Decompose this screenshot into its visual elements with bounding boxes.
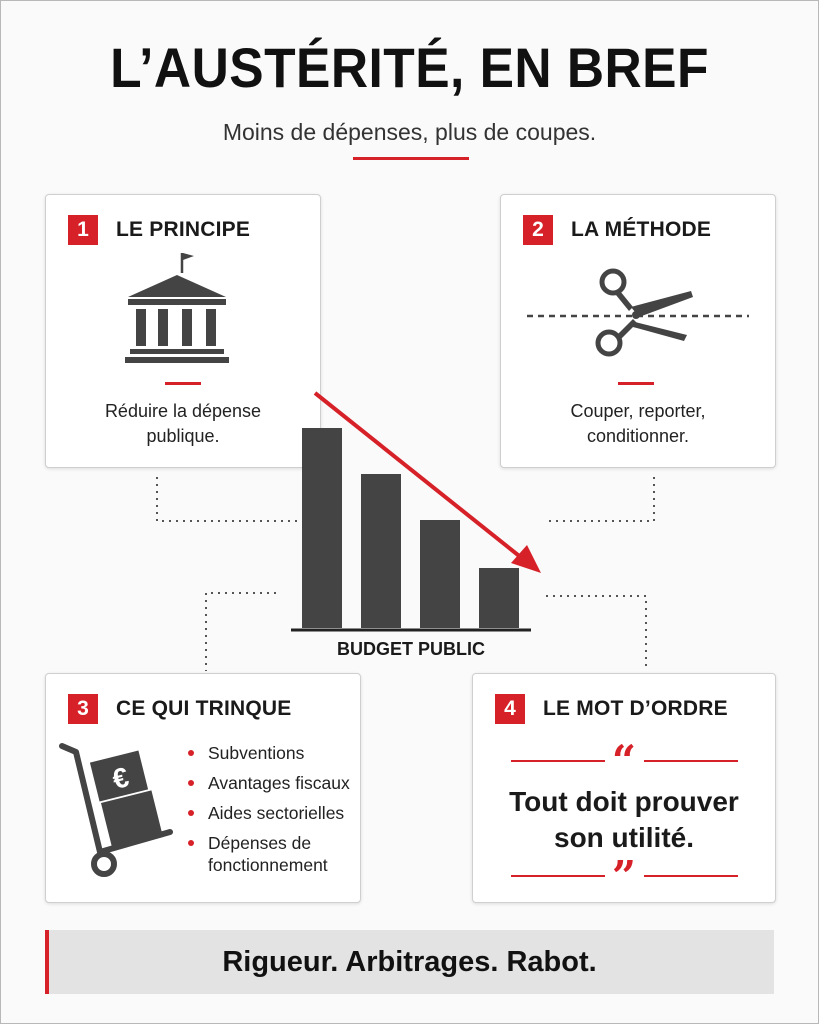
footer-slogan: Rigueur. Arbitrages. Rabot.	[222, 946, 597, 978]
card-affected	[45, 673, 361, 903]
chart-bar-2	[361, 474, 401, 628]
card-affected-header	[68, 694, 291, 724]
card-motto-header	[495, 694, 728, 724]
chart-x-label: BUDGET PUBLIC	[337, 639, 485, 659]
card-method-text-line1: Couper, reporter,	[570, 401, 706, 421]
quote-divider-top-right	[644, 760, 738, 762]
close-quote-icon: ”	[611, 852, 637, 901]
card-method-text-line2: conditionner.	[586, 426, 690, 446]
affected-items-list	[186, 742, 350, 876]
card-principle-text-line1: Réduire la dépense	[104, 401, 262, 421]
list-item: Aides sectorielles	[186, 802, 350, 824]
open-quote-icon: “	[611, 736, 637, 785]
list-item-line1: Dépenses de	[208, 833, 312, 853]
card-affected-title: CE QUI TRINQUE	[116, 697, 292, 720]
footer-banner	[45, 930, 774, 994]
step-number-badge: 4	[495, 694, 525, 724]
quote-divider-bottom-right	[644, 875, 738, 877]
step-number-badge: 1	[68, 215, 98, 245]
quote-divider-bottom-left	[511, 875, 605, 877]
step-number-badge: 3	[68, 694, 98, 724]
chart-bar-4	[479, 568, 519, 628]
card-motto-title: LE MOT D’ORDRE	[543, 697, 728, 720]
budget-bar-chart	[1, 1, 818, 661]
list-item: Avantages fiscaux	[186, 772, 350, 794]
motto-quote-line2: son utilité.	[554, 822, 694, 853]
page-title: L’AUSTÉRITÉ, EN BREF	[110, 36, 709, 99]
card-motto	[472, 673, 776, 903]
list-item: Subventions	[186, 742, 350, 764]
euro-symbol: €	[109, 761, 132, 796]
card-method-title: LA MÉTHODE	[571, 218, 712, 241]
step-number-badge: 2	[523, 215, 553, 245]
list-item-line2: fonctionnement	[208, 855, 328, 875]
chart-bar-3	[420, 520, 460, 628]
hand-truck-euro-boxes-icon	[58, 740, 178, 880]
page-subtitle: Moins de dépenses, plus de coupes.	[222, 119, 597, 145]
list-item	[186, 832, 350, 876]
chart-bar-1	[302, 428, 342, 628]
motto-quote-line1: Tout doit prouver	[509, 786, 739, 817]
quote-divider-top-left	[511, 760, 605, 762]
card-principle-text-line2: publique.	[146, 426, 220, 446]
card-principle-title: LE PRINCIPE	[116, 218, 251, 241]
motto-quote	[473, 784, 775, 856]
